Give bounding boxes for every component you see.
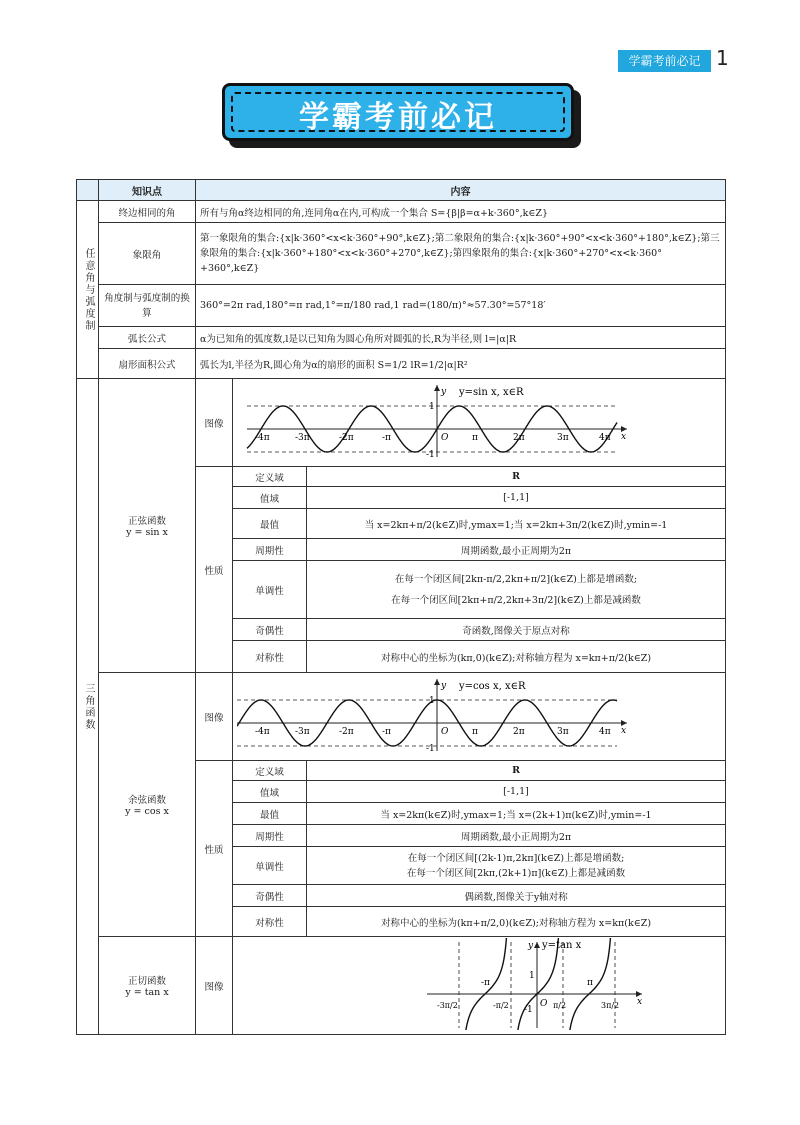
- tan-graph: [237, 938, 717, 1030]
- row-name: 象限角: [99, 223, 196, 285]
- prop-value: R: [307, 761, 726, 781]
- cos-name-cell: [99, 673, 196, 937]
- tan-formula: y = tan x: [125, 987, 169, 998]
- row-content: 360°=2π rad,180°=π rad,1°=π/180 rad,1 rad=(180/π)°≈57.30°=57°18′: [196, 285, 726, 327]
- header-knowledge: 知识点: [99, 180, 196, 201]
- sin-name-cell: [99, 379, 196, 673]
- prop-value: [-1,1]: [307, 781, 726, 803]
- cos-graph-title: y=cos x, x∈R: [459, 681, 526, 692]
- knowledge-table: [76, 179, 726, 1035]
- cos-graph: [237, 675, 717, 755]
- row-content: 所有与角α终边相同的角,连同角α在内,可构成一个集合 S={β|β=α+k·360°,k∈Z}: [196, 201, 726, 223]
- tick-pi2: π/2: [553, 1001, 567, 1010]
- table-row: [77, 327, 726, 349]
- tick-neg4pi: -4π: [255, 727, 270, 737]
- origin-label: O: [441, 727, 449, 737]
- section1-label-cell: [77, 201, 99, 379]
- tick-3pi: 3π: [557, 433, 569, 443]
- section1-label: 任意角与弧度制: [83, 247, 94, 332]
- row-name: 角度制与弧度制的换算: [99, 285, 196, 327]
- banner-title: 学霸考前必记: [299, 100, 497, 135]
- tick-neg4pi: -4π: [255, 433, 270, 443]
- sin-graph: [237, 381, 717, 461]
- table-header-row: [77, 180, 726, 201]
- tick-pi: π: [472, 727, 478, 737]
- tick-4pi: 4π: [599, 433, 611, 443]
- table-row: [77, 379, 726, 467]
- cos-image-label: 图像: [196, 673, 233, 761]
- prop-value: 周期函数,最小正周期为2π: [307, 539, 726, 561]
- table-row: [77, 285, 726, 327]
- sin-formula: y = sin x: [126, 527, 168, 538]
- prop-name: 单调性: [233, 847, 307, 885]
- prop-name: 值域: [233, 487, 307, 509]
- prop-name: 对称性: [233, 907, 307, 937]
- sin-image-label: 图像: [196, 379, 233, 467]
- x-axis-label: x: [621, 432, 627, 442]
- prop-name: 定义域: [233, 761, 307, 781]
- tick-negpi2: -π/2: [493, 1001, 509, 1010]
- prop-value-line2: 在每一个闭区间[2kπ+π/2,2kπ+3π/2](k∈Z)上都是减函数: [391, 594, 641, 606]
- y-arrow: [434, 679, 440, 685]
- tick-negpi: -π: [481, 978, 490, 988]
- y-tick-1: 1: [529, 971, 535, 981]
- row-content: 第一象限角的集合:{x|k·360°<x<k·360°+90°,k∈Z};第二象限角的集合:{x|k·360°+90°<x<k·360°+180°,k∈Z};第三象限角的集合:{x|k·360°+180°<x<k·360°+270°,k∈Z};第四象限角的集合:{x|k·360°+270°<x<k·360°+360°,k∈Z}: [196, 223, 726, 285]
- prop-name: 最值: [233, 803, 307, 825]
- row-content: 弧长为l,半径为R,圆心角为α的扇形的面积 S=1/2 lR=1/2|α|R²: [196, 349, 726, 379]
- prop-name: 奇偶性: [233, 885, 307, 907]
- section2-label-cell: [77, 379, 99, 1035]
- tick-neg2pi: -2π: [339, 727, 354, 737]
- row-content: α为已知角的弧度数,l是以已知角为圆心角所对圆弧的长,R为半径,则 l=|α|R: [196, 327, 726, 349]
- prop-value: 周期函数,最小正周期为2π: [307, 825, 726, 847]
- prop-value: 当 x=2kπ+π/2(k∈Z)时,ymax=1;当 x=2kπ+3π/2(k∈Z)时,ymin=-1: [307, 509, 726, 539]
- prop-value: R: [307, 467, 726, 487]
- tick-pi: π: [472, 433, 478, 443]
- header-content: 内容: [196, 180, 726, 201]
- page-number: 1: [716, 46, 729, 70]
- tick-negpi: -π: [382, 727, 391, 737]
- tick-neg2pi: -2π: [339, 433, 354, 443]
- x-axis-label: x: [621, 726, 627, 736]
- y-tick-neg1: -1: [524, 1005, 533, 1015]
- prop-value: [-1,1]: [307, 487, 726, 509]
- y-tick-1: 1: [429, 402, 435, 412]
- sin-prop-label: 性质: [196, 467, 233, 673]
- prop-value-line2: 在每一个闭区间[2kπ,(2k+1)π](k∈Z)上都是减函数: [406, 867, 626, 879]
- prop-name: 周期性: [233, 539, 307, 561]
- tick-4pi: 4π: [599, 727, 611, 737]
- cos-graph-cell: [233, 673, 726, 761]
- row-name: 扇形面积公式: [99, 349, 196, 379]
- origin-label: O: [540, 999, 548, 1009]
- prop-value: 对称中心的坐标为(kπ,0)(k∈Z);对称轴方程为 x=kπ+π/2(k∈Z): [307, 641, 726, 673]
- prop-name: 对称性: [233, 641, 307, 673]
- y-tick-1: 1: [429, 696, 435, 706]
- header-blank: [77, 180, 99, 201]
- prop-value: 当 x=2kπ(k∈Z)时,ymax=1;当 x=(2k+1)π(k∈Z)时,ymin=-1: [307, 803, 726, 825]
- tick-negpi: -π: [382, 433, 391, 443]
- prop-value: 对称中心的坐标为(kπ+π/2,0)(k∈Z);对称轴方程为 x=kπ(k∈Z): [307, 907, 726, 937]
- row-name: 弧长公式: [99, 327, 196, 349]
- tan-image-label: 图像: [196, 937, 233, 1035]
- table-row: [77, 937, 726, 1035]
- prop-name: 周期性: [233, 825, 307, 847]
- prop-name: 奇偶性: [233, 619, 307, 641]
- prop-value: [307, 847, 726, 885]
- tan-graph-cell: [233, 937, 726, 1035]
- tick-3pi2: 3π/2: [601, 1001, 620, 1010]
- prop-name: 定义域: [233, 467, 307, 487]
- table-row: [77, 349, 726, 379]
- prop-value-line1: 在每一个闭区间[(2k-1)π,2kπ](k∈Z)上都是增函数;: [407, 852, 625, 864]
- y-axis-label: y: [441, 387, 447, 397]
- prop-name: 最值: [233, 509, 307, 539]
- y-tick-neg1: -1: [426, 744, 435, 754]
- tick-neg3pi: -3π: [295, 433, 310, 443]
- tick-3pi: 3π: [557, 727, 569, 737]
- sin-graph-title: y=sin x, x∈R: [459, 387, 524, 398]
- prop-name: 值域: [233, 781, 307, 803]
- table-row: [77, 673, 726, 761]
- tan-name: 正切函数: [127, 976, 166, 987]
- x-axis-label: x: [637, 997, 643, 1007]
- tick-2pi: 2π: [513, 727, 525, 737]
- prop-value-line1: 在每一个闭区间[2kπ-π/2,2kπ+π/2](k∈Z)上都是增函数;: [394, 573, 638, 585]
- y-arrow: [534, 942, 540, 948]
- tan-name-cell: [99, 937, 196, 1035]
- title-banner: [222, 83, 574, 141]
- tick-2pi: 2π: [513, 433, 525, 443]
- y-tick-neg1: -1: [426, 450, 435, 460]
- header-tag: 学霸考前必记: [618, 50, 711, 72]
- sin-graph-cell: [233, 379, 726, 467]
- cos-prop-label: 性质: [196, 761, 233, 937]
- table-row: [77, 201, 726, 223]
- section2-label: 三角函数: [83, 682, 94, 731]
- row-name: 终边相同的角: [99, 201, 196, 223]
- y-arrow: [434, 385, 440, 391]
- tick-neg3pi: -3π: [295, 727, 310, 737]
- prop-value: 偶函数,图像关于y轴对称: [307, 885, 726, 907]
- tick-pi: π: [587, 978, 593, 988]
- y-axis-label: y: [441, 681, 447, 691]
- prop-value: 奇函数,图像关于原点对称: [307, 619, 726, 641]
- cos-name: 余弦函数: [127, 795, 166, 806]
- prop-name: 单调性: [233, 561, 307, 619]
- y-axis-label: y: [528, 941, 534, 951]
- tick-neg3pi2: -3π/2: [437, 1001, 458, 1010]
- sin-name: 正弦函数: [127, 516, 166, 527]
- cos-formula: y = cos x: [125, 806, 169, 817]
- tan-graph-title: y=tan x: [542, 940, 582, 951]
- prop-value: [307, 561, 726, 619]
- origin-label: O: [441, 433, 449, 443]
- table-row: [77, 223, 726, 285]
